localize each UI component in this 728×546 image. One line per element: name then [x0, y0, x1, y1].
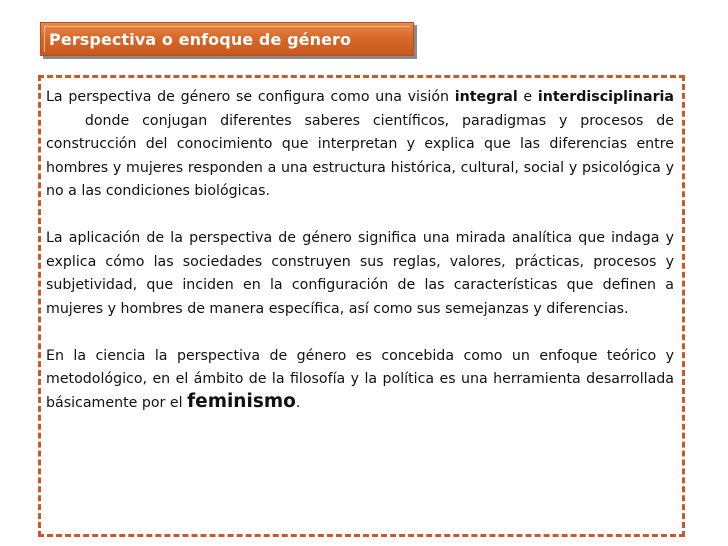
paragraph-1 — [46, 86, 674, 204]
paragraph-2 — [46, 227, 674, 321]
keyword-interdisciplinaria: interdisciplinaria — [537, 89, 674, 105]
paragraph-3-text-a: En la ciencia la perspectiva de género es concebida como un enfoque teórico y metodológico, en el ámbito de la filosofía y la política es una herramienta desarrollada básicamente por el — [46, 347, 674, 411]
paragraph-2-text: La aplicación de la perspectiva de género significa una mirada analítica que indaga y explica cómo las sociedades construyen sus reglas, valores, prácticas, procesos y subjetividad, que inciden en la configuración de las características que definen a mujeres y hombres de manera específica, así como sus semejanzas y diferencias. — [46, 230, 674, 317]
paragraph-3-text-b: . — [295, 394, 301, 411]
paragraph-1-text-a: La perspectiva de género se configura como una visión — [46, 89, 455, 105]
slide-title-bar — [40, 22, 414, 56]
paragraph-1-text-b: e — [517, 89, 538, 105]
slide-title: Perspectiva o enfoque de género — [49, 30, 352, 49]
keyword-integral: integral — [454, 89, 518, 105]
paragraph-1-text-c: donde conjugan diferentes saberes científicos, paradigmas y procesos de construcción del conocimiento que interpretan y explica que las diferencias entre hombres y mujeres responden a una estructura histórica, cultural, social y psicológica y no a las condiciones biológicas. — [46, 112, 674, 199]
slide-body — [46, 86, 674, 415]
keyword-feminismo: feminismo — [187, 390, 296, 412]
paragraph-3 — [46, 345, 674, 416]
